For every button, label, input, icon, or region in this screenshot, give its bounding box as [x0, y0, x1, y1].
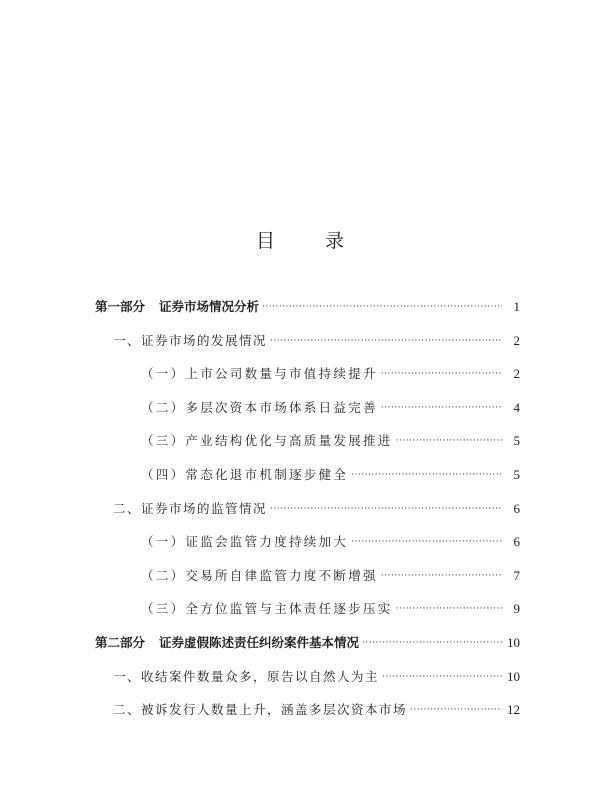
dot-leader — [270, 504, 502, 514]
toc-page-number: 12 — [507, 702, 520, 718]
dot-leader — [410, 705, 502, 715]
toc-page-number: 10 — [507, 634, 520, 650]
toc-entry-subsection[interactable] — [95, 532, 520, 566]
toc-part-number: 第一部分 — [95, 299, 146, 314]
toc-entry-label: （二）交易所自律监管力度不断增强 — [141, 567, 378, 583]
dot-leader — [351, 537, 502, 547]
toc-page-number: 6 — [513, 534, 520, 550]
dot-leader — [262, 302, 502, 312]
toc-page-number: 5 — [513, 466, 520, 482]
dot-leader — [362, 638, 502, 648]
toc-page-number: 2 — [513, 366, 520, 382]
toc-entry-subsection[interactable] — [95, 465, 520, 499]
toc-page-number: 1 — [513, 299, 520, 314]
toc-entry-section[interactable] — [95, 499, 520, 533]
toc-page-number: 4 — [513, 399, 520, 415]
dot-leader — [381, 403, 502, 413]
toc-entry-section[interactable] — [95, 667, 520, 701]
toc-entry-subsection[interactable] — [95, 566, 520, 600]
toc-page-number: 2 — [513, 332, 520, 348]
toc-page-number: 10 — [507, 668, 520, 684]
dot-leader — [396, 436, 502, 446]
toc-entry-label: （一）证监会监管力度持续加大 — [141, 534, 349, 550]
toc-entry-label: （三）全方位监管与主体责任逐步压实 — [141, 601, 393, 617]
toc-entry-label: （三）产业结构优化与高质量发展推进 — [141, 433, 393, 449]
toc-title: 目 录 — [255, 230, 367, 252]
toc-page-number: 5 — [513, 433, 520, 449]
toc-entry-subsection[interactable] — [95, 398, 520, 432]
toc-entry-text: 证券市场情况分析 — [159, 299, 260, 314]
toc-entry-subsection[interactable] — [95, 599, 520, 633]
toc-part-number: 第二部分 — [95, 634, 146, 650]
toc-entry-section[interactable] — [95, 331, 520, 365]
dot-leader — [396, 604, 502, 614]
dot-leader — [381, 571, 502, 581]
toc-entry-subsection[interactable] — [95, 364, 520, 398]
toc-entry-part-1[interactable] — [95, 297, 520, 331]
toc-entry-label: 二、证券市场的监管情况 — [113, 500, 268, 516]
toc-entry-subsection[interactable] — [95, 431, 520, 465]
toc-page-number: 7 — [513, 567, 520, 583]
dot-leader — [270, 336, 502, 346]
toc-entry-section[interactable] — [95, 700, 520, 734]
dot-leader — [381, 369, 502, 379]
toc-entry-part-2[interactable] — [95, 633, 520, 667]
toc-entry-label: 一、证券市场的发展情况 — [113, 332, 268, 348]
toc-entry-label — [95, 633, 359, 651]
table-of-contents — [95, 297, 520, 734]
toc-page-number: 9 — [513, 601, 520, 617]
toc-entry-label: （四）常态化退市机制逐步健全 — [141, 466, 349, 482]
toc-entry-text: 证券虚假陈述责任纠纷案件基本情况 — [159, 634, 360, 650]
dot-leader — [351, 470, 502, 480]
toc-entry-label: 一、收结案件数量众多，原告以自然人为主 — [113, 668, 380, 684]
toc-entry-label: （二）多层次资本市场体系日益完善 — [141, 399, 378, 415]
toc-entry-label — [95, 297, 259, 315]
toc-entry-label: 二、被诉发行人数量上升，涵盖多层次资本市场 — [113, 702, 408, 718]
toc-page-number: 6 — [513, 500, 520, 516]
dot-leader — [382, 672, 502, 682]
toc-entry-label: （一）上市公司数量与市值持续提升 — [141, 366, 378, 382]
